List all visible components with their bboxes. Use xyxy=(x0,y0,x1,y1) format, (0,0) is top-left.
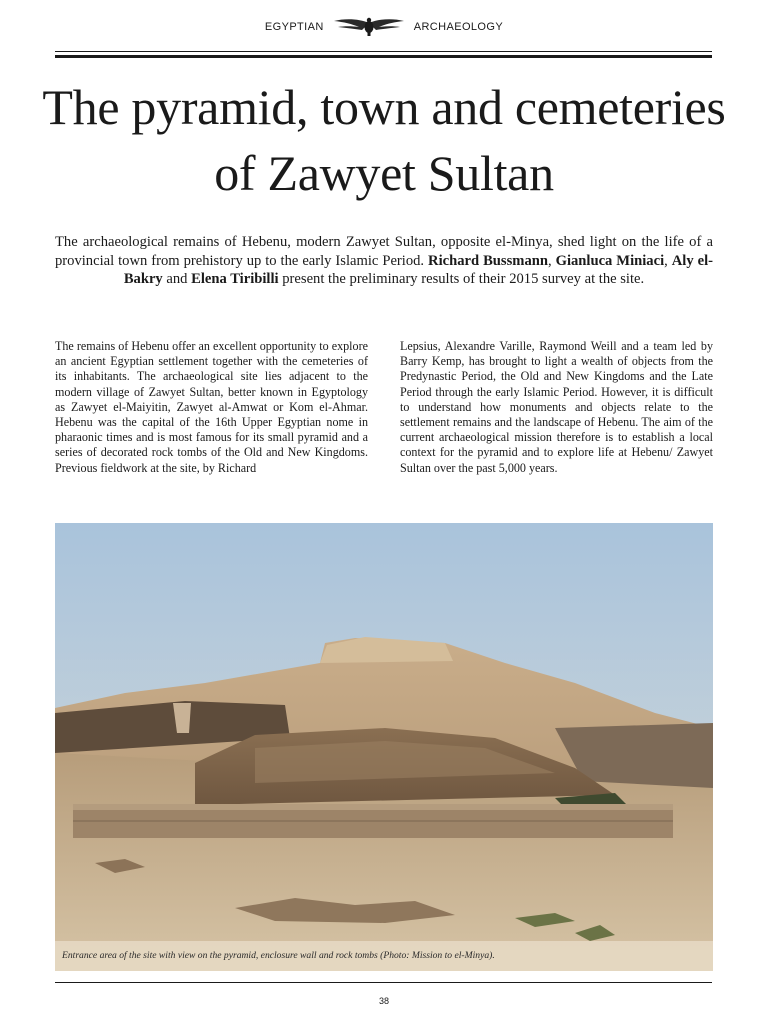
header-rule-thin xyxy=(55,51,712,52)
body-column-right: Lepsius, Alexandre Varille, Raymond Weill and a team led by Barry Kemp, has brought to light a wealth of objects from the Predynastic Period, the Old and New Kingdoms and the Late Period through the early Islamic Period. However, it is difficult to understand how monuments and objects relate to the settlement remains and the landscape of Hebenu. The aim of the current archaeological mission therefore is to establish a local context for the pyramid and to explore life at Hebenu/ Zawyet Sultan over the past 5,000 years. xyxy=(400,339,713,475)
author-name: Gianluca Miniaci xyxy=(555,252,665,269)
header-right-word: ARCHAEOLOGY xyxy=(413,21,504,33)
intro-tail: present the preliminary results of their 2015 survey at the site. xyxy=(282,271,645,287)
header-left-word: EGYPTIAN xyxy=(264,21,324,33)
intro-lead: The archaeological remains of Hebenu, modern Zawyet Sultan, opposite el-Minya, shed light on the life of a provincial town from prehistory up to the early Islamic Period. xyxy=(55,234,713,269)
winged-scarab-icon xyxy=(332,17,406,37)
pyramid-site-photo xyxy=(55,523,713,971)
footer-rule xyxy=(55,982,712,983)
author-name: Aly el-Bakry xyxy=(123,252,713,287)
running-header xyxy=(0,16,768,38)
article-intro: The archaeological remains of Hebenu, modern Zawyet Sultan, opposite el-Minya, shed light on the life of a provincial town from prehistory up to the early Islamic Period. Richard Bussmann, Gianluca Miniaci, Aly el-Bakry and Elena Tiribilli present the preliminary results of their 2015 survey at the site. xyxy=(55,234,713,287)
article-photo xyxy=(55,523,713,971)
header-rule-thick xyxy=(55,55,712,58)
article-title: The pyramid, town and cemeteries of Zawyet Sultan xyxy=(42,79,726,201)
author-name: Richard Bussmann xyxy=(428,252,548,269)
body-column-left: The remains of Hebenu offer an excellent opportunity to explore an ancient Egyptian settlement together with the cemeteries of its inhabitants. The archaeological site lies adjacent to the modern village of Zawyet Sultan, better known in Egyptology as Zawyet el-Maiyitin, Zawyet al-Amwat or Kom el-Ahmar. Hebenu was the capital of the 16th Upper Egyptian nome in pharaonic times and is most famous for its small pyramid and a series of decorated rock tombs of the Old and New Kingdoms. Previous fieldwork at the site, by Richard xyxy=(55,339,368,475)
author-name: Elena Tiribilli xyxy=(191,271,279,287)
page-number: 38 xyxy=(378,996,389,1006)
photo-caption: Entrance area of the site with view on the pyramid, enclosure wall and rock tombs (Photo: Mission to el-Minya). xyxy=(55,941,713,971)
